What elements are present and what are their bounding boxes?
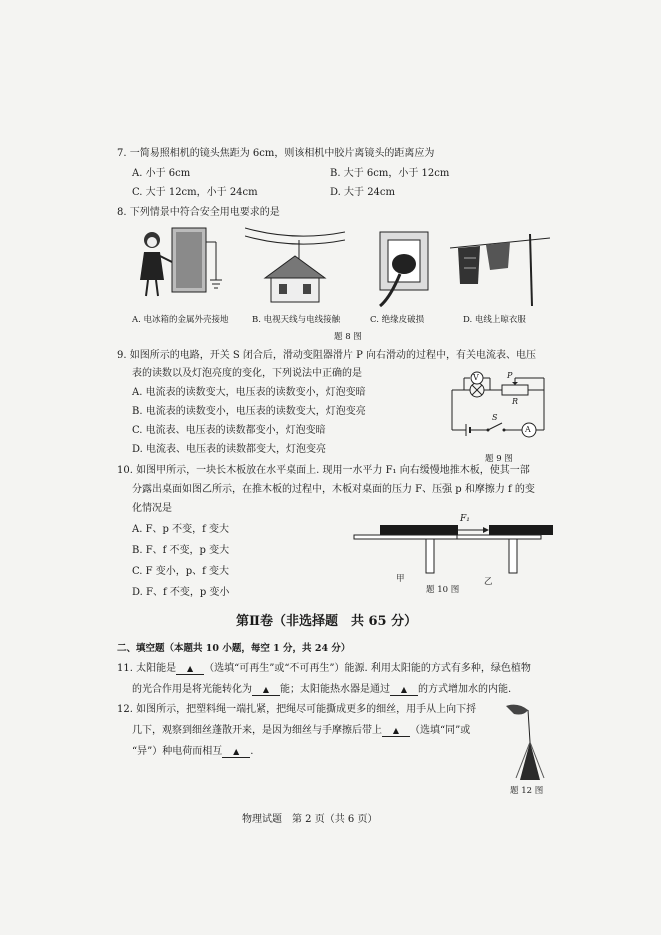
q11-text-2: （选填“可再生”或“不可再生”）能源. 利用太阳能的方式有多种，绿色植物 — [204, 663, 531, 674]
q8-figure-d — [450, 228, 550, 310]
resistor-r-label: R — [512, 397, 519, 406]
q7-option-c: C. 大于 12cm，小于 24cm — [132, 187, 258, 198]
q8-figure-a — [130, 222, 230, 310]
q9-figure-caption: 题 9 图 — [485, 454, 513, 464]
q10-stem-line2: 分露出桌面如图乙所示，在推木板的过程中，木板对桌面的压力 F、压强 p 和摩擦力 f 的变 — [132, 484, 535, 495]
section2-title: 第Ⅱ卷（非选择题 共 65 分） — [236, 614, 418, 629]
q9-option-c: C. 电流表、电压表的读数都变小，灯泡变暗 — [132, 425, 326, 436]
q10-stem-line3: 化情况是 — [132, 503, 172, 514]
q9-stem-line2: 表的读数以及灯泡亮度的变化，下列说法中正确的是 — [132, 368, 362, 379]
q10-option-c: C. F 变小，p、f 变大 — [132, 566, 230, 577]
q9-circuit-diagram — [440, 368, 550, 448]
q10-option-d: D. F、f 不变，p 变小 — [132, 587, 230, 598]
q10-figure-yi — [455, 525, 555, 577]
q9-option-b: B. 电流表的读数变小，电压表的读数变大，灯泡变亮 — [132, 406, 366, 417]
q8-figure-c — [370, 228, 440, 312]
q12-text-4: “异”）种电荷而相互 — [132, 746, 223, 757]
q12-line2 — [132, 724, 470, 738]
q12-blank-2[interactable]: ▲ — [222, 746, 250, 758]
q8-figure-b — [245, 222, 345, 310]
q11-text-5: 的方式增加水的内能. — [418, 684, 512, 695]
ammeter-label: A — [525, 425, 531, 434]
section2-heading: 二、填空题（本题共 10 小题，每空 1 分，共 24 分） — [117, 643, 351, 654]
q7-option-d: D. 大于 24cm — [330, 187, 396, 198]
page-footer: 物理试题 第 2 页（共 6 页） — [242, 814, 378, 825]
q8-caption-a: A. 电冰箱的金属外壳接地 — [132, 315, 229, 325]
slider-p-label: P — [507, 371, 513, 380]
q8-figure-caption: 题 8 图 — [334, 332, 362, 342]
q10-label-jia: 甲 — [396, 574, 405, 584]
q12-text-5: . — [250, 746, 254, 757]
voltmeter-label: V — [473, 373, 479, 382]
q10-figure-jia — [352, 525, 462, 577]
q8-caption-c: C. 绝缘皮破损 — [370, 315, 425, 325]
q10-option-a: A. F、p 不变，f 变大 — [132, 524, 229, 535]
q11-blank-3[interactable]: ▲ — [390, 684, 418, 696]
q9-option-d: D. 电流表、电压表的读数都变大，灯泡变亮 — [132, 444, 327, 455]
switch-s-label: S — [492, 413, 498, 422]
q7-stem: 7. 一简易照相机的镜头焦距为 6cm，则该相机中胶片离镜头的距离应为 — [117, 148, 435, 159]
q7-option-b: B. 大于 6cm，小于 12cm — [330, 168, 450, 179]
q11-line2 — [132, 683, 511, 697]
q12-blank-1[interactable]: ▲ — [382, 725, 410, 737]
q10-stem-line1: 10. 如图甲所示，一块长木板放在水平桌面上. 现用一水平力 F₁ 向右缓慢地推木板，使其一部 — [117, 465, 530, 476]
q9-stem-line1: 9. 如图所示的电路，开关 S 闭合后，滑动变阻器滑片 P 向右滑动的过程中，有关电流表、电压 — [117, 350, 537, 361]
q12-text-3: （选填“同”或 — [410, 725, 471, 736]
q12-figure — [498, 700, 558, 785]
q12-text-2: 几下，观察到细丝蓬散开来，是因为细丝与手摩擦后带上 — [132, 725, 382, 736]
q11-text-3: 的光合作用是将光能转化为 — [132, 684, 252, 695]
q11-text-4: 能；太阳能热水器是通过 — [280, 684, 390, 695]
q10-label-f1: F₁ — [460, 514, 470, 524]
q8-caption-b: B. 电视天线与电线接触 — [252, 315, 341, 325]
q12-figure-caption: 题 12 图 — [510, 786, 544, 796]
q10-option-b: B. F、f 不变，p 变大 — [132, 545, 230, 556]
q12-line1: 12. 如图所示，把塑料绳一端扎紧，把绳尽可能撕成更多的细丝，用手从上向下捋 — [117, 704, 477, 715]
q11-blank-1[interactable]: ▲ — [176, 663, 204, 675]
q11-text-1: 11. 太阳能是 — [117, 663, 177, 674]
q10-label-yi: 乙 — [484, 577, 493, 587]
q9-option-a: A. 电流表的读数变大，电压表的读数变小，灯泡变暗 — [132, 387, 366, 398]
q8-stem: 8. 下列情景中符合安全用电要求的是 — [117, 207, 280, 218]
q11-line1 — [117, 662, 531, 676]
q10-figure-caption: 题 10 图 — [426, 585, 460, 595]
q8-caption-d: D. 电线上晾衣服 — [463, 315, 526, 325]
q11-blank-2[interactable]: ▲ — [252, 684, 280, 696]
q12-line3 — [132, 745, 253, 759]
q7-option-a: A. 小于 6cm — [132, 168, 191, 179]
